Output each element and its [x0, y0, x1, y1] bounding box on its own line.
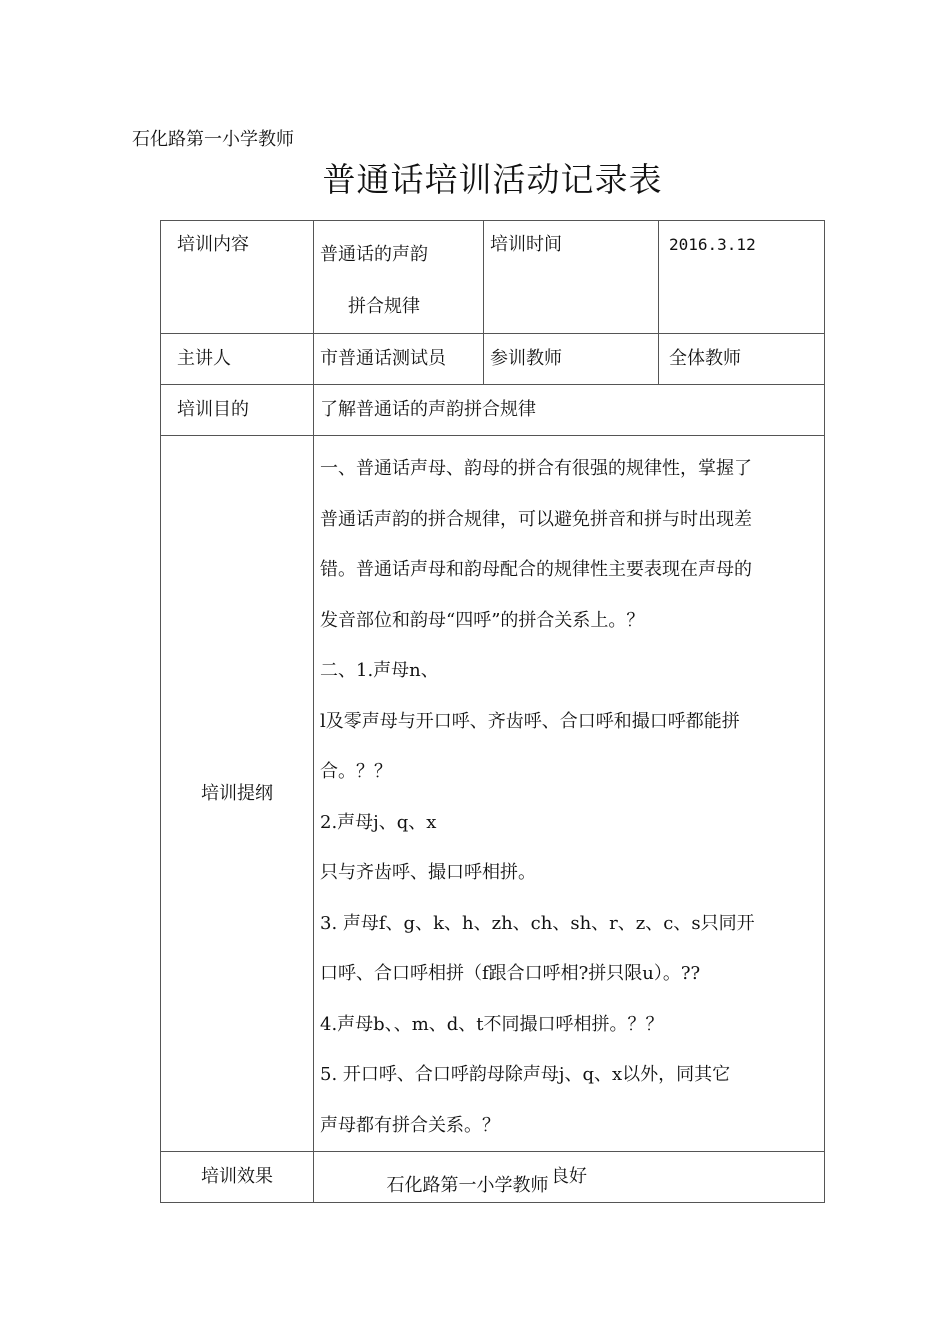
header-school-name: 石化路第一小学教师 — [132, 129, 294, 150]
goal-value: 了解普通话的声韵拼合规律 — [314, 385, 825, 436]
outline-line: 5. 开口呼、合口呼韵母除声母j、q、x以外，同其它 — [320, 1064, 731, 1085]
participants-value: 全体教师 — [659, 334, 825, 385]
table-row — [161, 334, 825, 385]
content-value-line1: 普通话的声韵 — [320, 244, 428, 265]
goal-label: 培训目的 — [161, 385, 314, 436]
outline-line: 2.声母j、q、x — [320, 811, 437, 833]
outline-line: 4.声母b、、m、d、t不同撮口呼相拼。？？ — [320, 1013, 664, 1035]
content-value-line2: 拼合规律 — [348, 296, 420, 317]
outline-line: 口呼、合口呼相拼（f跟合口呼相?拼只限u）。?? — [320, 963, 701, 984]
outline-line: 二、1.声母n、 — [320, 660, 439, 681]
outline-line: 一、普通话声母、韵母的拼合有很强的规律性，掌握了 — [320, 458, 752, 479]
effect-label: 培训效果 — [161, 1152, 314, 1203]
time-label: 培训时间 — [484, 221, 659, 334]
speaker-value: 市普通话测试员 — [314, 334, 484, 385]
time-value: 2016.3.12 — [659, 221, 825, 334]
table-row — [161, 221, 825, 334]
content-label: 培训内容 — [161, 221, 314, 334]
outline-line: 发音部位和韵母“四呼”的拼合关系上。？ — [320, 609, 645, 631]
content-value — [314, 221, 484, 334]
document-title: 普通话培训活动记录表 — [322, 160, 663, 199]
footer-school-name: 石化路第一小学教师 — [386, 1175, 549, 1196]
table-row — [161, 436, 825, 1152]
outline-line: 合。？？ — [320, 761, 392, 782]
training-record-table — [160, 220, 825, 1203]
speaker-label: 主讲人 — [161, 334, 314, 385]
outline-line: 只与齐齿呼、撮口呼相拼。 — [320, 862, 536, 883]
effect-value: 良好 — [314, 1152, 825, 1203]
outline-label: 培训提纲 — [161, 436, 314, 1152]
outline-content — [314, 436, 825, 1152]
table-row — [161, 385, 825, 436]
outline-line: 错。普通话声母和韵母配合的规律性主要表现在声母的 — [320, 559, 752, 580]
outline-line: 普通话声韵的拼合规律，可以避免拼音和拼与时出现差 — [320, 508, 752, 530]
participants-label: 参训教师 — [484, 334, 659, 385]
outline-line: 声母都有拼合关系。？ — [320, 1114, 500, 1136]
outline-line: l及零声母与开口呼、齐齿呼、合口呼和撮口呼都能拼 — [320, 710, 740, 732]
outline-line: 3. 声母f、g、k、h、zh、ch、sh、r、z、c、s只同开 — [320, 912, 755, 934]
